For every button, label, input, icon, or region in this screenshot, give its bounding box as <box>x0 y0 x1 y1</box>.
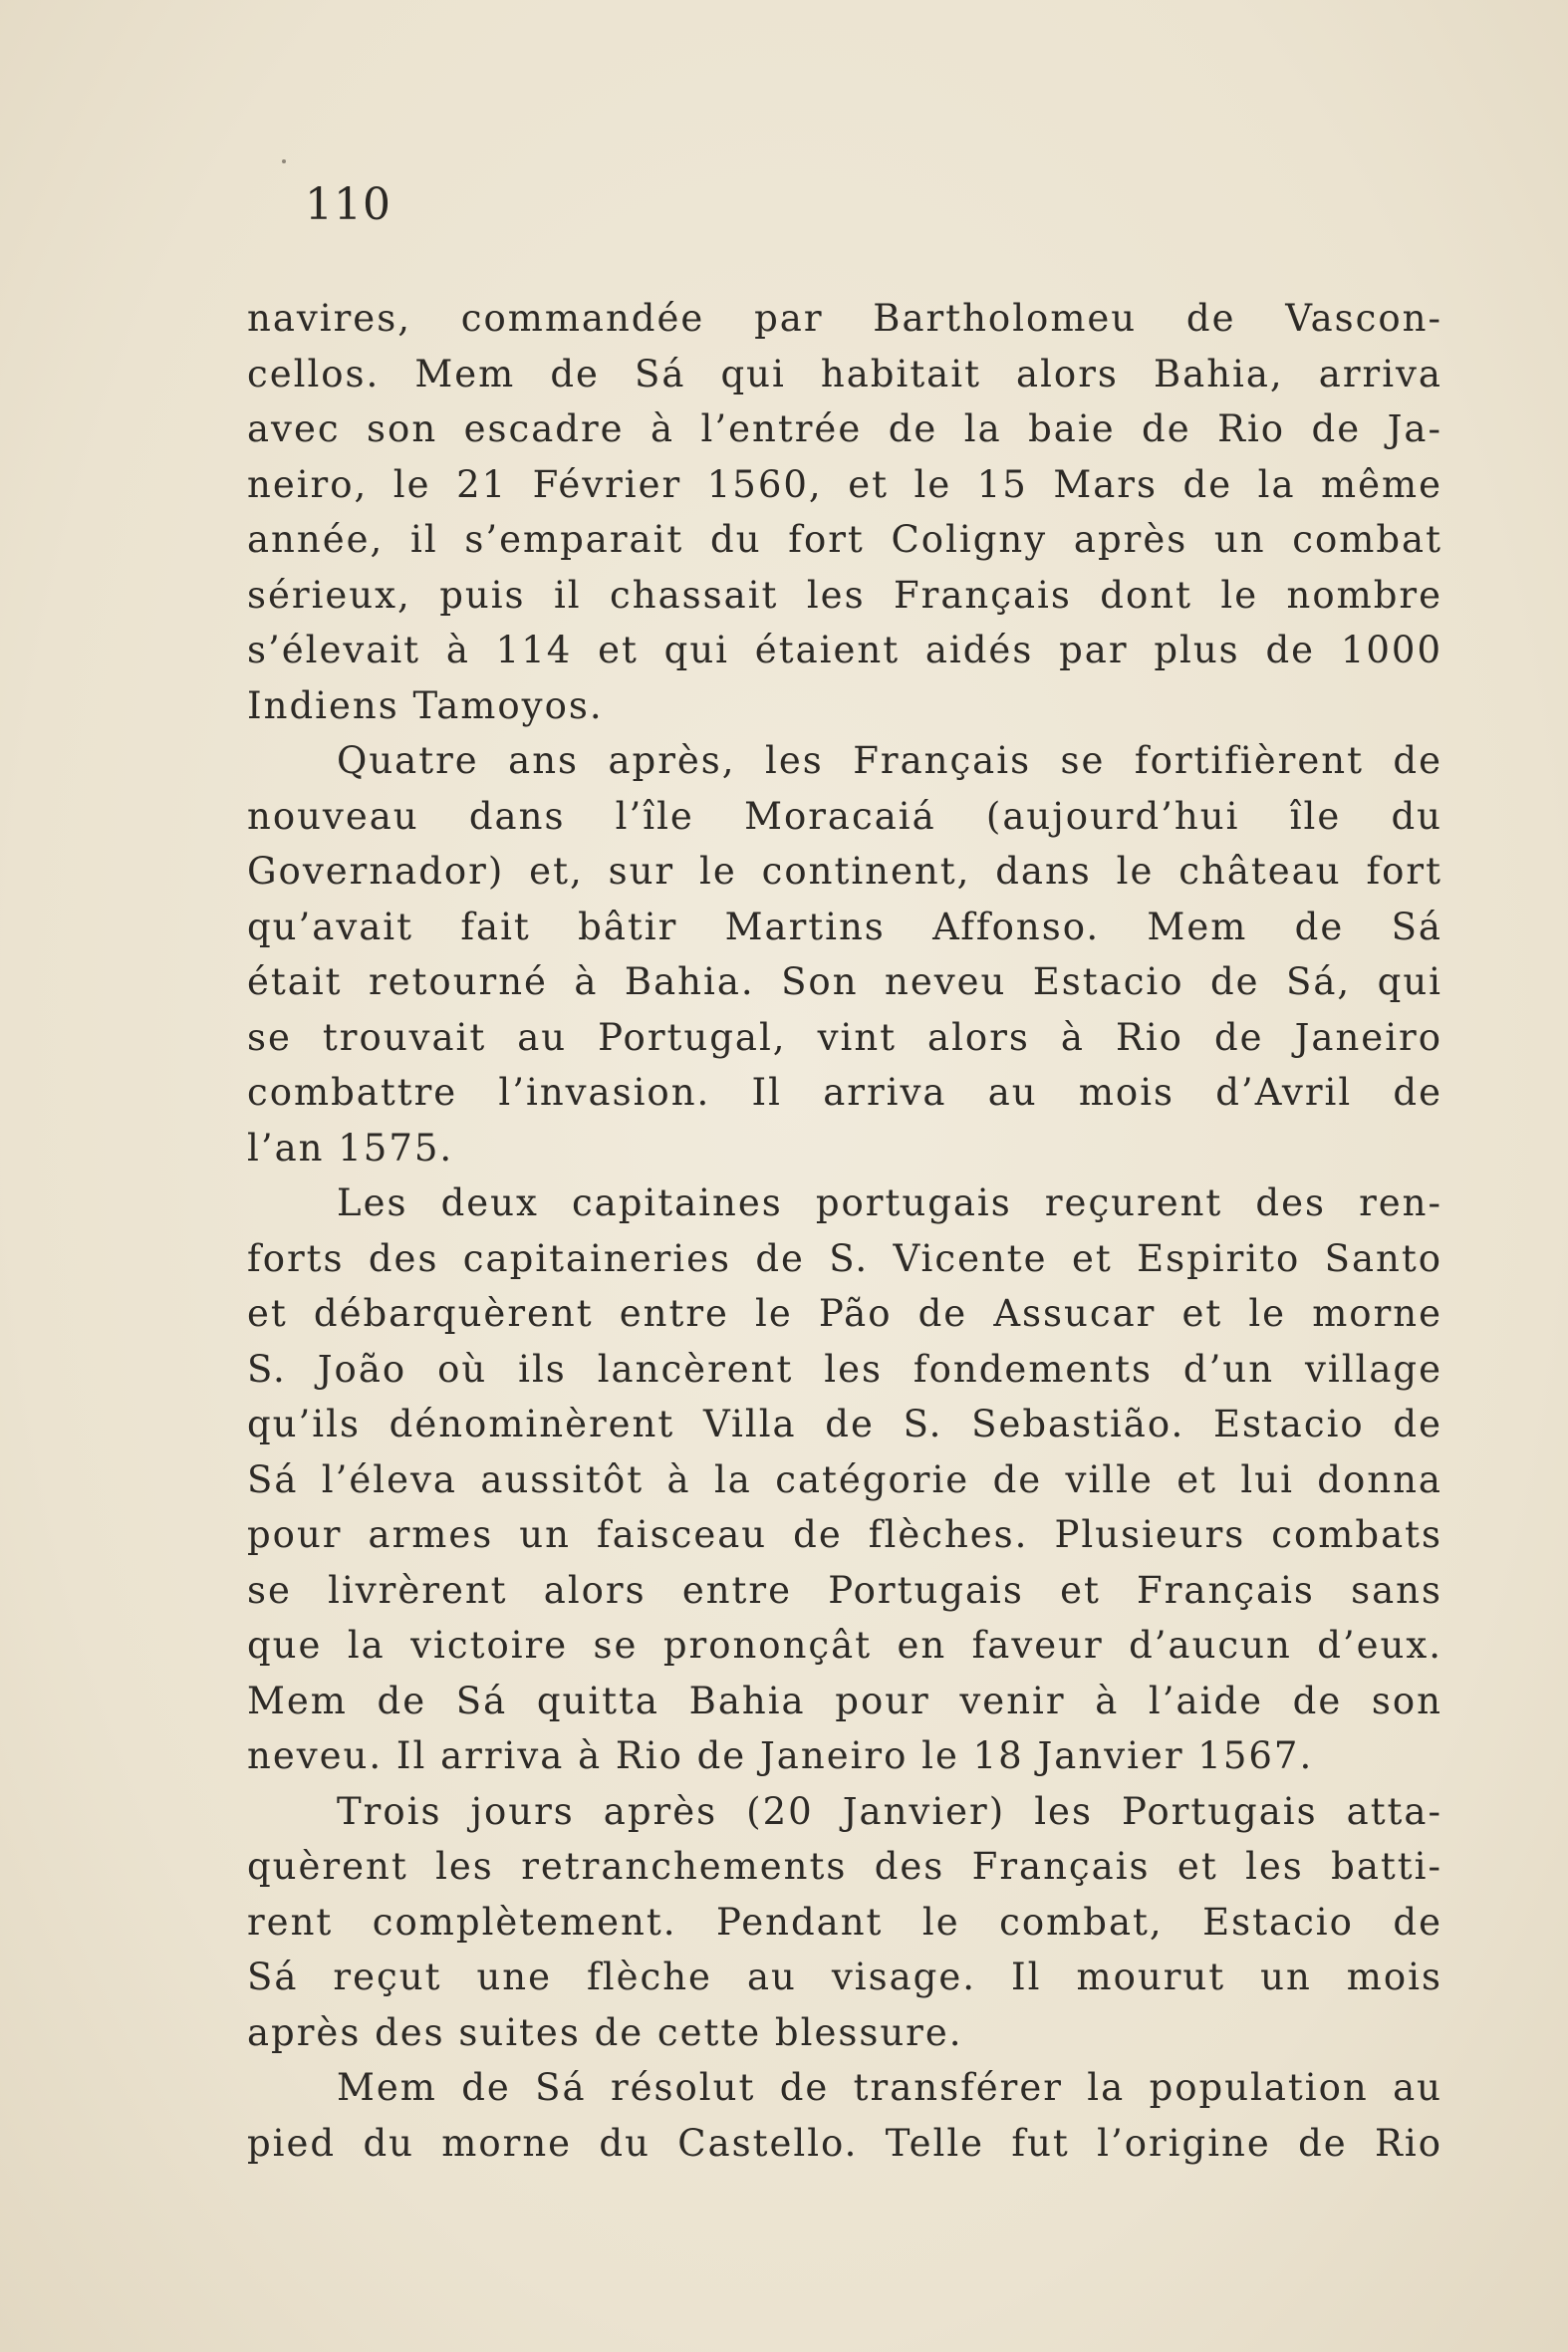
text-line: sérieux, puis il chassait les Français dont le nombre <box>247 573 1442 617</box>
text-line: neiro, le 21 Février 1560, et le 15 Mars de la même <box>247 462 1442 506</box>
text-line: et débarquèrent entre le Pão de Assucar et le morne <box>247 1292 1442 1335</box>
text-line: Sá reçut une flèche au visage. Il mourut un mois <box>247 1956 1442 1998</box>
text-line: se trouvait au Portugal, vint alors à Rio de Janeiro <box>247 1015 1442 1059</box>
text-line: s’élevait à 114 et qui étaient aidés par plus de 1000 <box>247 629 1442 671</box>
paragraph-start-line: Les deux capitaines portugais reçurent des ren- <box>337 1181 1442 1224</box>
text-line: forts des capitaineries de S. Vicente et Espirito Santo <box>247 1236 1442 1280</box>
text-line: que la victoire se prononçât en faveur d’aucun d’eux. <box>247 1624 1442 1667</box>
text-line: navires, commandée par Bartholomeu de Vascon- <box>247 297 1442 340</box>
text-line: Governador) et, sur le continent, dans le château fort <box>247 850 1442 893</box>
body-text <box>247 291 1442 2171</box>
paper-speck <box>282 159 286 163</box>
text-line: était retourné à Bahia. Son neveu Estacio de Sá, qui <box>247 960 1442 1003</box>
text-line: après des suites de cette blessure. <box>247 2010 963 2054</box>
text-line: avec son escadre à l’entrée de la baie de Rio de Ja- <box>247 407 1442 450</box>
text-line: neveu. Il arriva à Rio de Janeiro le 18 Janvier 1567. <box>247 1734 1314 1777</box>
text-line: Sá l’éleva aussitôt à la catégorie de ville et lui donna <box>247 1457 1442 1501</box>
text-line: Mem de Sá quitta Bahia pour venir à l’aide de son <box>247 1679 1442 1722</box>
text-line: Indiens Tamoyos. <box>247 683 604 727</box>
paragraph-start-line: Quatre ans après, les Français se fortifièrent de <box>337 739 1442 782</box>
text-line: cellos. Mem de Sá qui habitait alors Bahia, arriva <box>247 352 1442 395</box>
text-line: quèrent les retranchements des Français et les batti- <box>247 1845 1442 1888</box>
text-line: S. João où ils lancèrent les fondements d’un village <box>247 1347 1442 1391</box>
paragraph-start-line: Mem de Sá résolut de transférer la population au <box>337 2066 1442 2109</box>
text-line: rent complètement. Pendant le combat, Estacio de <box>247 1900 1442 1944</box>
text-line: pour armes un faisceau de flèches. Plusieurs combats <box>247 1513 1442 1556</box>
text-line: année, il s’emparait du fort Coligny après un combat <box>247 518 1442 561</box>
text-line: l’an 1575. <box>247 1126 454 1170</box>
text-line: qu’avait fait bâtir Martins Affonso. Mem de Sá <box>247 905 1442 948</box>
paragraph-start-line: Trois jours après (20 Janvier) les Portugais atta- <box>337 1789 1442 1833</box>
text-line: nouveau dans l’île Moracaiá (aujourd’hui île du <box>247 794 1442 838</box>
text-line: se livrèrent alors entre Portugais et Français sans <box>247 1568 1442 1612</box>
text-line: pied du morne du Castello. Telle fut l’origine de Rio <box>247 2121 1442 2165</box>
page-number: 110 <box>305 179 392 230</box>
text-line: combattre l’invasion. Il arriva au mois d’Avril de <box>247 1071 1442 1114</box>
text-line: qu’ils dénominèrent Villa de S. Sebastião. Estacio de <box>247 1403 1442 1445</box>
